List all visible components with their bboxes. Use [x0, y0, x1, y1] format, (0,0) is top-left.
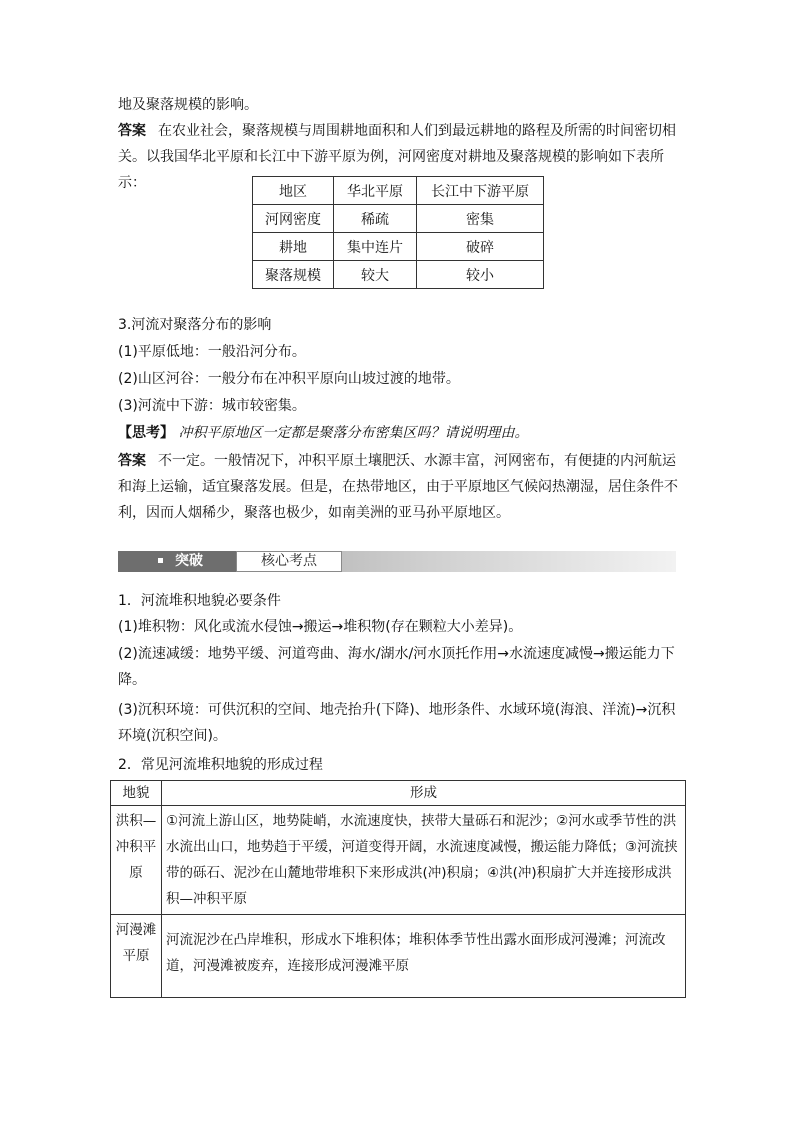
intro-line: 地及聚落规模的影响。 — [118, 97, 258, 113]
list-item: (1)堆积物：风化或流水侵蚀→搬运→堆积物(存在颗粒大小差异)。 — [118, 619, 523, 635]
landform-formation: ①河流上游山区，地势陡峭，水流速度快，挟带大量砾石和泥沙；②河水或季节性的洪水流出山口，地势趋于平缓，河道变得开阔，水流速度减慢，搬运能力降低；③河流挟带的砾石、泥沙在山麓地带堆积下来形成洪(冲)积扇；④洪(冲)积扇扩大并连接形成洪积—冲积平原 — [162, 806, 686, 915]
table-cell: 长江中下游平原 — [417, 177, 544, 205]
table-cell: 华北平原 — [334, 177, 417, 205]
square-icon — [158, 558, 163, 563]
density-table — [252, 176, 544, 289]
answer-label: 答案 — [118, 123, 146, 139]
landform-name: 河漫滩平原 — [111, 915, 162, 998]
section3-title: 3.河流对聚落分布的影响 — [118, 317, 272, 333]
section-banner — [118, 548, 676, 580]
banner-label-text: 突破 — [175, 553, 203, 569]
table-cell: 较小 — [417, 261, 544, 289]
list-item: (3)河流中下游：城市较密集。 — [118, 398, 306, 414]
table-header-row — [111, 781, 686, 806]
table-cell: 较大 — [334, 261, 417, 289]
answer-text: 在农业社会，聚落规模与周围耕地面积和人们到最远耕地的路程及所需的时间密切相关。以我国华北平原和长江中下游平原为例，河网密度对耕地及聚落规模的影响如下表所示： — [118, 123, 676, 191]
core-heading-2: 2．常见河流堆积地貌的形成过程 — [118, 757, 323, 773]
table-row — [253, 233, 544, 261]
table-cell: 集中连片 — [334, 233, 417, 261]
think-label: 【思考】 — [118, 425, 174, 441]
table-cell: 耕地 — [253, 233, 334, 261]
table-cell: 密集 — [417, 205, 544, 233]
list-item: (2)流速减缓：地势平缓、河道弯曲、海水/湖水/河水顶托作用→水流速度减慢→搬运能力下降。 — [118, 646, 675, 688]
landform-name: 洪积—冲积平原 — [111, 806, 162, 915]
table-row — [111, 915, 686, 998]
landform-formation: 河流泥沙在凸岸堆积，形成水下堆积体；堆积体季节性出露水面形成河漫滩；河流改道，河漫滩被废弃，连接形成河漫滩平原 — [162, 915, 686, 998]
answer-label: 答案 — [118, 453, 146, 469]
core-heading-1: 1．河流堆积地貌必要条件 — [118, 593, 281, 609]
answer-text: 不一定。一般情况下，冲积平原土壤肥沃、水源丰富，河网密布，有便捷的内河航运和海上运输，适宜聚落发展。但是，在热带地区，由于平原地区气候闷热潮湿，居住条件不利，因而人烟稀少，聚落也极少，如南美洲的亚马孙平原地区。 — [118, 453, 678, 521]
table-row — [111, 806, 686, 915]
table-header-cell: 形成 — [162, 781, 686, 806]
table-cell: 稀疏 — [334, 205, 417, 233]
think-question — [118, 420, 678, 446]
table-cell: 破碎 — [417, 233, 544, 261]
table-row — [253, 177, 544, 205]
think-answer — [118, 448, 678, 526]
list-item: (3)沉积环境：可供沉积的空间、地壳抬升(下降)、地形条件、水域环境(海浪、洋流)→沉积环境(沉积空间)。 — [118, 702, 676, 744]
table-header-cell: 地貌 — [111, 781, 162, 806]
table-cell: 地区 — [253, 177, 334, 205]
banner-tab: 核心考点 — [236, 551, 342, 572]
think-question-text: 冲积平原地区一定都是聚落分布密集区吗？请说明理由。 — [178, 425, 529, 441]
table-row — [253, 261, 544, 289]
list-item: (2)山区河谷：一般分布在冲积平原向山坡过渡的地带。 — [118, 371, 460, 387]
list-item: (1)平原低地：一般沿河分布。 — [118, 344, 306, 360]
table-cell: 河网密度 — [253, 205, 334, 233]
table-cell: 聚落规模 — [253, 261, 334, 289]
landform-table — [110, 780, 686, 998]
table-row — [253, 205, 544, 233]
banner-label — [118, 551, 236, 572]
